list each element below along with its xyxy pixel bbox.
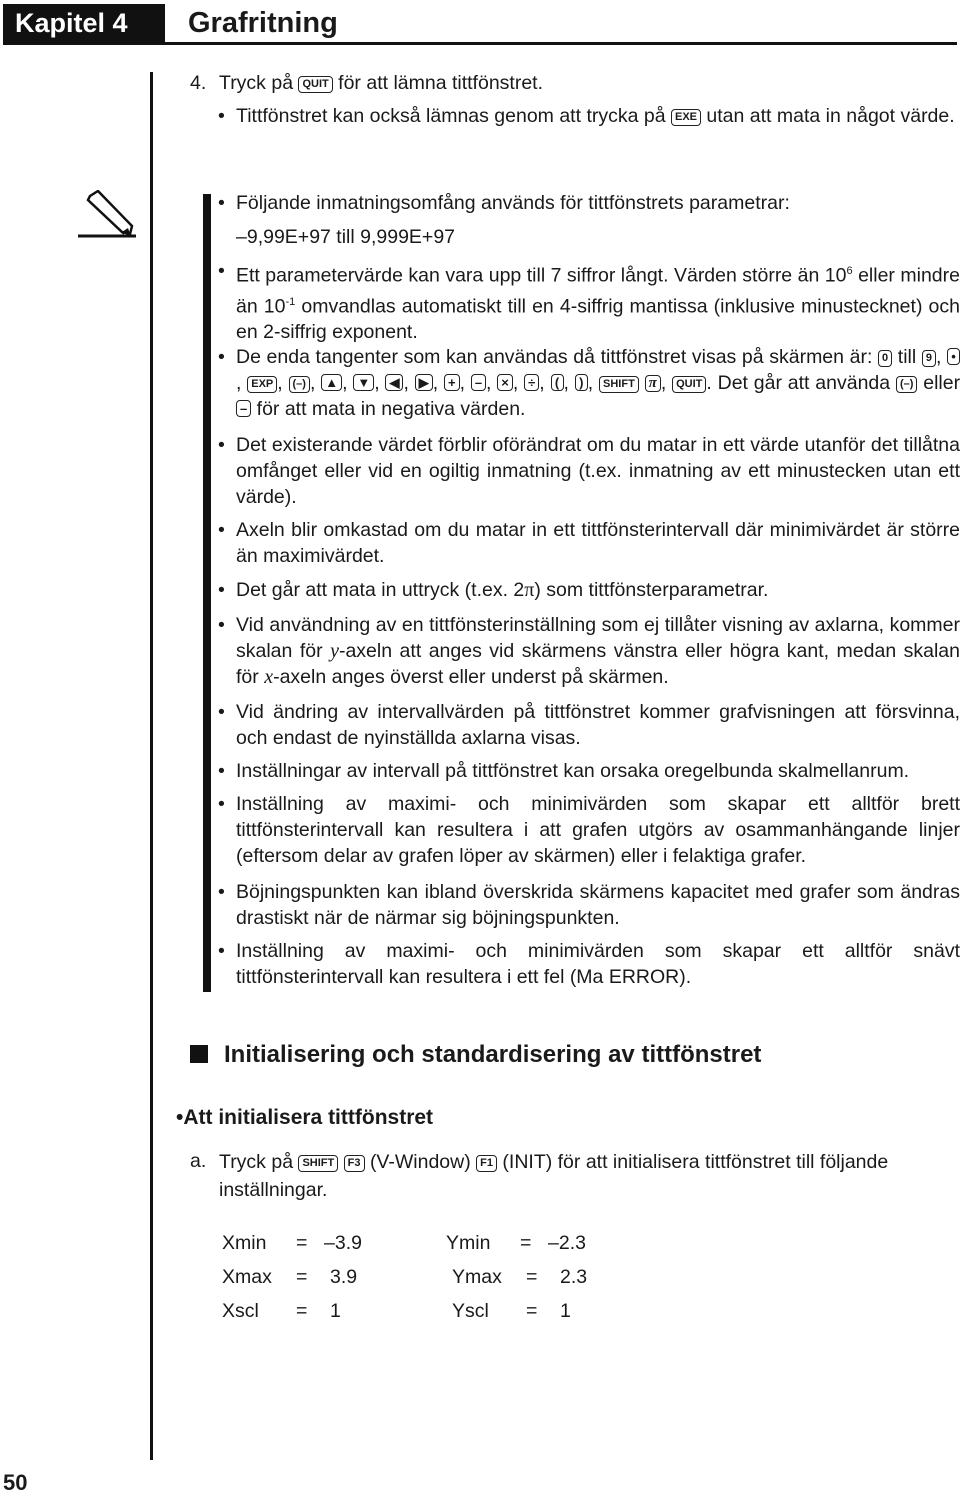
step-4 [190,70,960,96]
cursor-left-key-icon: ◀ [385,374,403,391]
cursor-up-key-icon: ▲ [321,374,342,391]
square-bullet-icon [190,1045,208,1063]
subsection-heading: •Att initialisera tittfönstret [176,1106,434,1129]
param-row: Xmin = –3.9 Ymin = –2.3 [222,1232,586,1254]
step-a: a. Tryck på SHIFT F3 (V-Window) F1 (INIT) för att initialisera tittfönstret till följande inställningar. [190,1150,889,1201]
note-4: • Det existerande värdet förblir oförändrat om du matar in ett värde utanför det tillåtna omfånget eller vid en ogiltig inmatning (t.ex. inmatning av ett minustecken utan ett värde). [218,434,960,508]
step-text: för att lämna tittfönstret. [338,72,544,94]
note-7: • Vid användning av en tittfönsterinställning som ej tillåter visning av axlarna, kommer skalan för y-axeln att anges vid skärmens vänstra eller högra kant, medan skalan för x-axeln anges överst eller underst på skärmen. [218,614,960,688]
right-paren-key-icon: ) [575,374,588,391]
note-2: • Ett parametervärde kan vara upp till 7 siffror långt. Värden större än $10^6$ eller mindre än $10^{-1}$ omvandlas automatiskt till en 4-siffrig mantissa (inklusive minustecknet) och en 2-siffrig exponent. [218,260,960,343]
chapter-title: Grafritning [188,7,338,39]
cursor-down-key-icon: ▼ [353,374,374,391]
bullet-text: Tittfönstret kan också lämnas genom att trycka på [236,105,666,127]
step-4-bullet: • Tittfönstret kan också lämnas genom att trycka på EXE utan att mata in något värde. [218,105,955,127]
note-8: • Vid ändring av intervallvärden på tittfönstret kommer grafvisningen att försvinna, och endast de nyinställda axlarna visas. [218,701,960,749]
note-11: • Böjningspunkten kan ibland överskrida skärmens kapacitet med grafer som ändras drastiskt när de närmar sig böjningspunkten. [218,881,960,929]
note-12: • Inställning av maximi- och minimivärden som skapar ett alltför snävt tittfönsterintervall kan resultera i ett fel (Ma ERROR). [218,940,960,988]
margin-rule [150,72,153,1460]
note-bar [203,194,211,992]
left-paren-key-icon: ( [551,374,564,391]
header-rule [3,42,957,45]
pi-key-icon: π [645,375,661,392]
note-1: • Följande inmatningsomfång används för tittfönstrets parametrar: [218,192,790,214]
note-5: • Axeln blir omkastad om du matar in ett tittfönsterintervall där minimivärdet är större än maximivärdet. [218,519,960,567]
step-number: a. [190,1150,207,1172]
shift-key-icon: SHIFT [298,1155,338,1172]
bullet-text: utan att mata in något värde. [706,105,955,127]
divide-key-icon: ÷ [524,374,539,391]
quit-key-icon: QUIT [672,376,706,393]
cursor-right-key-icon: ▶ [415,374,433,391]
negative-key-icon: (–) [896,376,917,393]
zero-key-icon: 0 [878,350,892,367]
note-6: • Det går att mata in uttryck (t.ex. 2π) som tittfönsterparametrar. [218,579,769,601]
negative-key-icon: (–) [289,376,310,393]
decimal-key-icon: • [947,348,960,365]
page-number: 50 [3,1470,28,1495]
default-parameters [222,1226,682,1328]
param-row: Xmax = 3.9 Ymax = 2.3 [222,1266,588,1288]
minus-key-icon: – [471,374,486,391]
nine-key-icon: 9 [922,350,936,367]
step-text: Tryck på [219,72,294,94]
multiply-key-icon: × [497,374,513,391]
plus-key-icon: + [444,374,460,391]
minus-key-icon: – [236,400,251,417]
note-text: Följande inmatningsomfång används för tittfönstrets parametrar: [236,192,790,214]
chapter-label: Kapitel 4 [3,4,165,42]
param-row: Xscl = 1 Yscl = 1 [222,1300,571,1322]
step-number: 4. [190,72,207,94]
note-10: • Inställning av maximi- och minimivärden som skapar ett alltför brett tittfönsterintervall kan resultera i att grafen utgörs av osammanhängande linjer (eftersom delar av grafen löper av skärmen) eller i felaktiga grafer. [218,793,960,867]
exe-key-icon: EXE [671,109,701,126]
f1-key-icon: F1 [476,1155,497,1172]
note-9: • Inställningar av intervall på tittfönstret kan orsaka oregelbunda skalmellanrum. [218,760,910,782]
shift-key-icon: SHIFT [599,376,639,393]
section-heading: Initialisering och standardisering av tittfönstret [190,1040,761,1070]
page-header [0,0,960,46]
exp-key-icon: EXP [247,376,277,393]
quit-key-icon: QUIT [298,76,332,93]
note-3: • De enda tangenter som kan användas då tittfönstret visas på skärmen är: 0 till 9 , •, EXP , (–) , ▲ , ▼ , ◀ , ▶ , + , – , × , ÷ , ( , ) , SHIFT π , QUIT . Det går att använda (–) eller – för att mata in negativa värden. [218,346,960,420]
f3-key-icon: F3 [344,1155,365,1172]
pencil-note-icon [76,190,138,242]
note-1-range: –9,99E+97 till 9,999E+97 [236,226,456,248]
